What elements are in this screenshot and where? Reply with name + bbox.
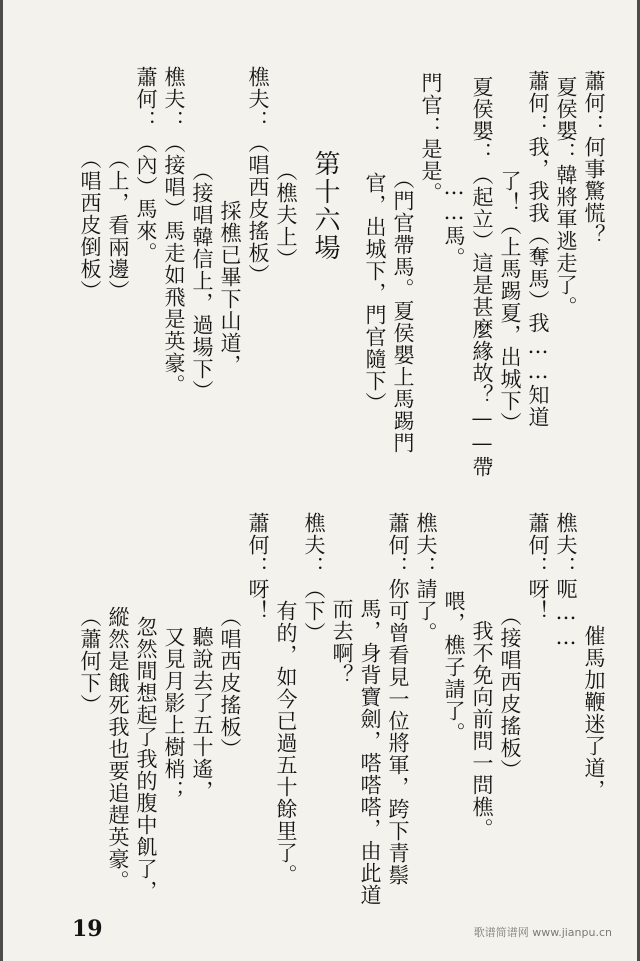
dialogue-line: 夏侯嬰：韓將軍逃走了。 xyxy=(554,76,578,318)
stage-direction xyxy=(364,172,385,414)
dialogue-line xyxy=(247,66,268,286)
line-text: 何：（內）馬來。 xyxy=(134,88,158,264)
line-text: 夫：（接唱）馬走如飛是英豪。 xyxy=(162,88,186,396)
line-text: 馬，身背寶劍，嗒嗒嗒，由此道 xyxy=(358,598,382,906)
speaker-name: 樵 xyxy=(302,512,326,534)
dialogue-line xyxy=(247,512,268,622)
stage-direction xyxy=(79,606,100,716)
line-text: （上，看兩邊） xyxy=(106,148,130,302)
dialogue-line xyxy=(443,175,464,269)
line-text: 縱然是餓死我也要追趕英豪。 xyxy=(106,606,130,892)
lyric-line xyxy=(107,606,128,892)
speaker-name: 蕭 xyxy=(526,512,550,534)
speaker-name: 蕭 xyxy=(582,70,606,92)
line-text: 又見月影上樹梢； xyxy=(162,626,186,802)
line-text: 韓將軍逃走了。 xyxy=(554,164,578,318)
dialogue-line xyxy=(135,66,156,264)
lyric-line xyxy=(219,200,240,376)
speaker-name: 蕭 xyxy=(386,512,410,534)
line-text: （門官帶馬。夏侯嬰上馬踢門 xyxy=(391,168,415,454)
line-text: 忽然間想起了我的腹中飢了， xyxy=(134,616,158,902)
line-text: ……馬。 xyxy=(442,175,466,269)
watermark: 歌谱简谱网 www.jianpu.cn xyxy=(473,926,612,939)
lyric-line xyxy=(163,626,184,802)
dialogue-line xyxy=(387,512,408,886)
line-text: 何：我，我我（奪馬）我……知道 xyxy=(526,92,550,428)
line-text: 催馬加鞭迷了道， xyxy=(582,625,606,801)
speaker-name: 樵 xyxy=(162,66,186,88)
line-text: 夫：（唱西皮搖板） xyxy=(246,88,270,286)
line-text: （樵夫上） xyxy=(274,160,298,270)
dialogue-line xyxy=(275,600,296,886)
dialogue-line xyxy=(303,512,324,644)
dialogue-line xyxy=(527,512,548,622)
lyric-line xyxy=(135,616,156,902)
line-text: 了！（上馬踢夏，出城下） xyxy=(498,170,522,434)
stage-direction xyxy=(107,148,128,302)
line-text: 有的，如今已過五十餘里了。 xyxy=(274,600,298,886)
lyric-line xyxy=(471,620,492,840)
line-text: 而去啊？ xyxy=(330,598,354,686)
dialogue-line xyxy=(443,590,464,744)
dialogue-line xyxy=(415,512,436,644)
stage-direction xyxy=(191,160,212,402)
speaker-name: 夏侯嬰 xyxy=(470,76,494,142)
lyric-line xyxy=(191,626,212,802)
speaker-name: 蕭 xyxy=(134,66,158,88)
dialogue-line xyxy=(420,72,441,204)
line-text: 夫：（下） xyxy=(302,534,326,644)
speaker-name: 門 xyxy=(419,72,443,94)
dialogue-line xyxy=(527,70,548,428)
stage-direction xyxy=(499,605,520,781)
page-number: 19 xyxy=(72,916,103,942)
line-text: 採樵已畢下山道， xyxy=(218,200,242,376)
dialogue-line xyxy=(163,66,184,396)
line-text: （接唱西皮搖板） xyxy=(498,605,522,781)
lyric-line xyxy=(583,625,604,801)
speaker-name: 蕭 xyxy=(526,70,550,92)
scan-edge-left xyxy=(0,0,3,961)
line-text: 何：何事驚慌？ xyxy=(582,92,606,246)
line-text: （唱西皮倒板） xyxy=(78,148,102,302)
line-text: 官，出城下，門官隨下） xyxy=(363,172,387,414)
speaker-name: 夏侯嬰 xyxy=(554,76,578,142)
line-text: 夫：請了。 xyxy=(414,534,438,644)
speaker-name: 蕭 xyxy=(246,512,270,534)
line-text: （蕭何下） xyxy=(78,606,102,716)
dialogue-line xyxy=(583,70,604,246)
stage-direction xyxy=(219,606,240,760)
dialogue-line xyxy=(555,512,576,650)
line-text: 聽說去了五十遙， xyxy=(190,626,214,802)
line-text: 喂，樵子請了。 xyxy=(442,590,466,744)
stage-direction xyxy=(79,148,100,302)
line-text: （接唱韓信上，過場下） xyxy=(190,160,214,402)
scene-title: 第十六場 xyxy=(310,150,340,262)
stage-direction xyxy=(392,168,413,454)
speaker-name: 樵 xyxy=(554,512,578,534)
dialogue-line: 夏侯嬰：（起立）這是甚麼緣故？——帶 xyxy=(470,76,494,478)
speaker-name: 樵 xyxy=(414,512,438,534)
line-text: 我不免向前問一問樵。 xyxy=(470,620,494,840)
dialogue-line xyxy=(331,598,352,686)
line-text: （起立）這是甚麼緣故？——帶 xyxy=(470,164,494,478)
line-text: 官：是是。 xyxy=(419,94,443,204)
line-text: 何：你可曾看見一位將軍，跨下青鬃 xyxy=(386,534,410,886)
line-text: （唱西皮搖板） xyxy=(218,606,242,760)
dialogue-line xyxy=(359,598,380,906)
line-text: 何：呀！ xyxy=(246,534,270,622)
line-text: 夫：呃…… xyxy=(554,534,578,650)
stage-direction xyxy=(275,160,296,270)
speaker-name: 樵 xyxy=(246,66,270,88)
dialogue-line xyxy=(499,170,520,434)
line-text: 何：呀！ xyxy=(526,534,550,622)
